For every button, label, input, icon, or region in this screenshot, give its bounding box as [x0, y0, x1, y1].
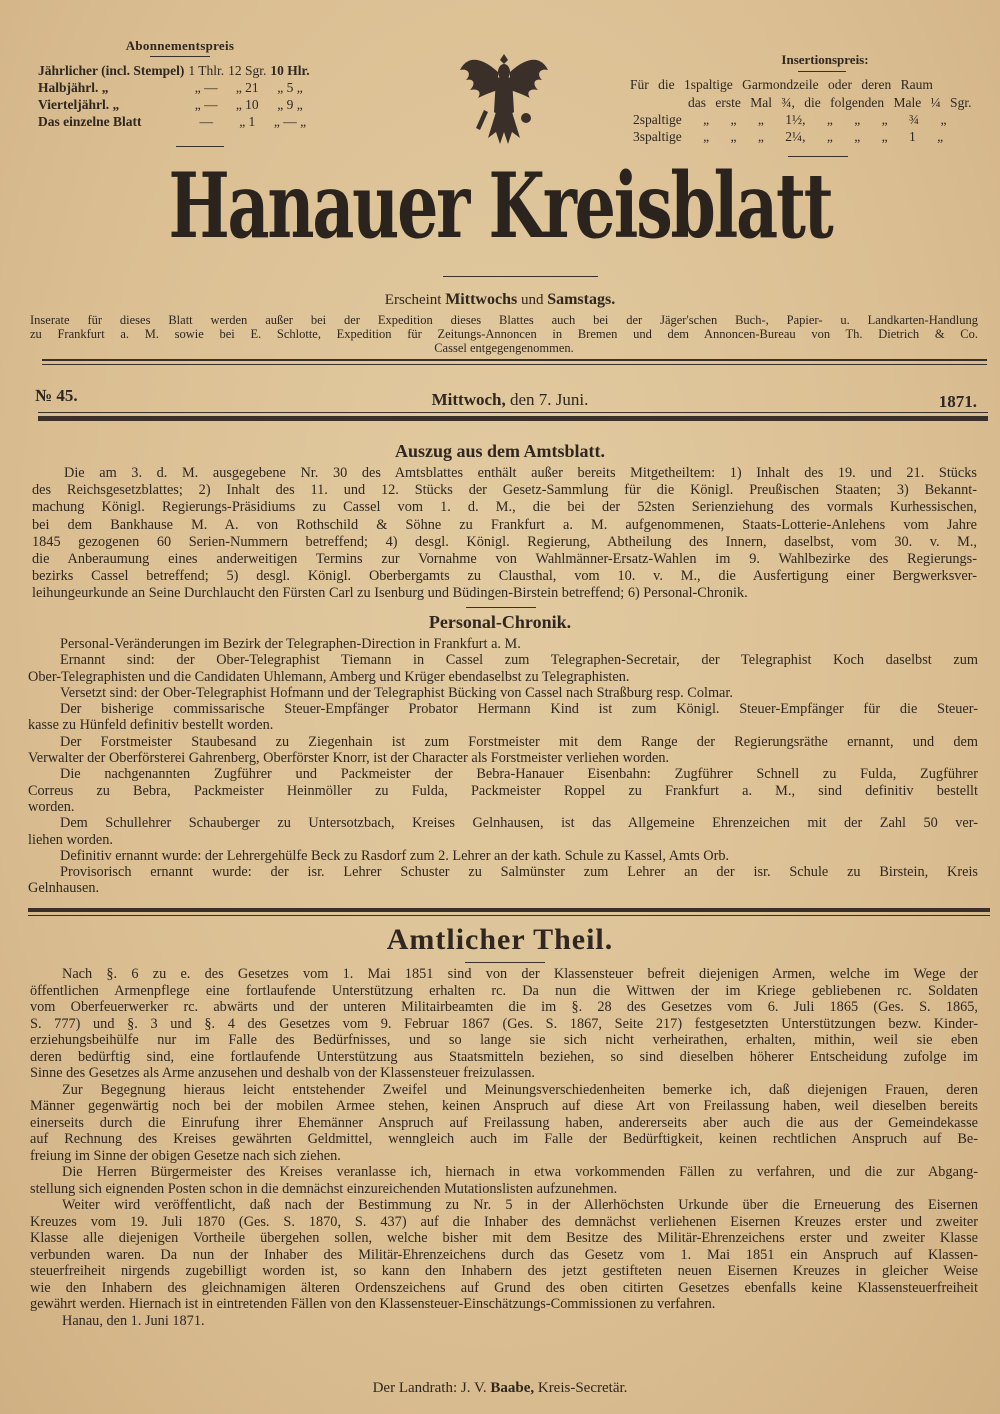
- text-line: Ober-Telegraphisten und die Candidaten Uhlemann, Amberg und Krüger ebendaselbst zu Telegraphisten.: [28, 668, 630, 685]
- text-line: 1845 gezogenen 60 Serien-Nummern betreffend; 4) desgl. Königl. Regierung, Abtheilung des Innern, daselbst, vom 30. v. M.,: [32, 533, 977, 550]
- notice-line: zu Frankfurt a. M. sowie bei E. Schlotte, Expedition für Zeitungs-Annoncen in Bremen und dem Annoncen-Bureau von Th. Dietrich & Co.: [30, 327, 978, 341]
- schedule-day: Mittwochs: [445, 291, 518, 308]
- price-cell: „ 5 „: [277, 79, 303, 95]
- price-cell: „ —: [194, 96, 218, 112]
- text-line: Zur Begegnung hieraus leicht entstehender Zweifel und Meinungsverschiedenheiten bemerke ich, daß diejenigen Frauen, deren: [62, 1081, 978, 1098]
- text-line: Correus zu Bebra, Packmeister Heinmöller zu Fulda, Packmeister Roppel zu Frankfurt a. M., sind definitiv bestellt: [28, 782, 978, 799]
- signature-role: Kreis-Secretär.: [537, 1380, 628, 1396]
- text-line: Personal-Veränderungen im Bezirk der Telegraphen-Direction in Frankfurt a. M.: [60, 636, 521, 652]
- text-line: Nach §. 6 zu e. des Gesetzes vom 1. Mai 1851 sind von der Klassensteuer befreit diejenigen Armen, welche im Wege der: [62, 966, 978, 982]
- ornament-divider: [798, 71, 846, 74]
- price-cell: „ 9 „: [277, 96, 303, 112]
- text-line: worden.: [28, 798, 75, 815]
- text-line: stellung sich eignenden Posten schon in die demnächst einzureichenden Mutationslisten aufzunehmen.: [30, 1180, 618, 1197]
- text-line: Männer gegenwärtig noch bei der mobilen Armee stehen, keinen Anspruch auf diese Art von Freilassung haben, weil dieselben bereits: [30, 1098, 978, 1114]
- schedule-text: Erscheint: [384, 292, 442, 308]
- issue-date: [335, 390, 685, 410]
- thick-rule: [38, 416, 988, 421]
- text-line: wie den Inhabern des gleichnamigen älteren Ordenszeichens auf Grund des oben citirten Gesetzes ebenfalls keine Klassensteuerfreiheit: [30, 1279, 978, 1296]
- price-cell: „ 1: [239, 113, 256, 129]
- price-label: Vierteljährl. „: [38, 96, 120, 112]
- price-cell: „ —: [194, 79, 218, 95]
- text-line: Ernannt sind: der Ober-Telegraphist Tiemann in Cassel zum Telegraphen-Secretair, der Telegraphist Koch daselbst zum: [60, 652, 978, 669]
- text-line: Klasse alle diejenigen Vortheile übergehen sollen, welche bisher mit dem Besitze des Militär-Ehrenzeichens erster und zweiter Klasse: [30, 1230, 978, 1246]
- rule: [28, 915, 990, 916]
- text-line: erziehungsbeihülfe nur im Falle des Bedürfnisses, und so lange sie sich nicht verheirathen, erhalten, mithin, weil sie eben: [30, 1032, 978, 1048]
- section-title-amtlicher-theil: Amtlicher Theil.: [386, 923, 614, 956]
- text-line: Gelnhausen.: [28, 880, 100, 897]
- signature-line: [0, 1380, 1000, 1397]
- text-line: kasse zu Hünfeld definitiv bestellt worden.: [28, 717, 274, 734]
- divider: [465, 962, 545, 965]
- text-line: öffentlichen Armenpflege eine fortlaufende Unterstützung erhalten rc. Da nun die Wittwen der im Kriege gebliebenen rc. Soldaten: [30, 982, 978, 999]
- price-cell: 10 Hlr.: [270, 62, 310, 78]
- price-cell: 1 Thlr.: [188, 62, 225, 78]
- price-cell: —: [199, 113, 213, 129]
- text-line: Weiter wird veröffentlicht, daß nach der Bestimmung zu Nr. 5 in der Allerhöchsten Urkunde über die Erneuerung des Eisernen: [62, 1197, 978, 1213]
- signature-title: Der Landrath:: [372, 1380, 458, 1396]
- insertion-price-line: 2spaltige „ „ „ 1½, „ „ „ ¾ „: [633, 112, 947, 127]
- auszug-text: [32, 465, 977, 603]
- personal-chronik-text: [28, 636, 978, 897]
- issue-weekday: Mittwoch,: [431, 390, 506, 409]
- newspaper-title: Hanauer Kreisblatt: [168, 153, 832, 259]
- ornament-divider: [176, 146, 224, 149]
- text-line: liehen worden.: [28, 831, 113, 848]
- text-line: Der bisherige commissarische Steuer-Empfänger Probator Hermann Kind ist zum Königl. Steuer-Empfänger für die Steuer-: [60, 701, 978, 718]
- price-label: Das einzelne Blatt: [38, 113, 142, 129]
- text-line: Versetzt sind: der Ober-Telegraphist Hofmann und der Telegraphist Bücking von Cassel nach Straßburg resp. Colmar.: [60, 684, 733, 701]
- insertion-price-line: das erste Mal ¾, die folgenden Male ¼ Sgr.: [688, 95, 972, 110]
- price-cell: „ 21: [235, 79, 259, 95]
- insertion-price-line: Für die 1spaltige Garmondzeile oder deren Raum: [630, 77, 933, 92]
- section-title-personal-chronik: Personal-Chronik.: [428, 612, 572, 632]
- text-line: verbunden waren. Da nun der Inhaber des Militär-Ehrenzeichens durch das Gesetz vom 1. Mai 1851 ein Anspruch auf Klassen-: [30, 1246, 978, 1263]
- text-line: S. 777) und §. 3 und §. 4 des Gesetzes vom 9. Februar 1867 (Ges. S. 1867, Seite 217) festgesetzten Unterstützungen bezw. Kinder-: [30, 1015, 978, 1032]
- text-line: Hanau, den 1. Juni 1871.: [62, 1312, 205, 1329]
- issue-line: [35, 386, 985, 411]
- text-line: die Anberaumung eines anderweitigen Termins zur Vornahme von Wahlmänner-Ersatz-Wahlen im 9. Wahlbezirke des Regierungs-: [32, 551, 977, 568]
- double-rule: [42, 364, 987, 365]
- subscription-price-heading: Abonnementspreis: [125, 38, 235, 53]
- price-cell: „ — „: [273, 113, 307, 129]
- text-line: deren bedürftig sind, eine fortlaufende Unterstützung aus Staatsmitteln beziehen, so sind dieselben höherer Entscheidung zufolge im: [30, 1048, 978, 1065]
- insertion-price-line: 3spaltige „ „ „ 2¼, „ „ „ 1 „: [633, 129, 944, 144]
- text-line: machung Königl. Regierungs-Präsidiums zu Cassel vom 1. d. M., die bei der 52sten Serienziehung des vormals Kurhessischen,: [32, 499, 977, 516]
- text-line: auf Rechnung des Kreises gewährten Geldmittel, wenngleich auch im Falle der Bedürftigkeit, keinen rechtlichen Anspruch auf Be-: [30, 1131, 978, 1147]
- text-line: einerseits durch die Einrufung ihrer Ehemänner Anspruch auf Freilassung haben, andererseits aber auch die aus der Gemeindekasse: [30, 1114, 978, 1131]
- signature-initials: J. V.: [460, 1380, 487, 1396]
- text-line: Verwalter der Oberförsterei Gahrenberg, Oberförster Knorr, ist der Character als Forstmeister verliehen worden.: [28, 750, 670, 767]
- section-title-auszug: Auszug aus dem Amtsblatt.: [394, 441, 606, 461]
- price-row: [38, 96, 314, 113]
- thick-rule: [28, 908, 990, 912]
- price-row: [38, 62, 314, 79]
- issue-number: № 45.: [35, 386, 78, 405]
- price-cell: „ 10: [235, 96, 259, 112]
- text-line: Die Herren Bürgermeister des Kreises veranlasse ich, hiernach in etwa vorkommenden Fällen zu verfahren, und die zur Abgang-: [62, 1164, 978, 1180]
- text-line: Provisorisch ernannt wurde: der isr. Lehrer Schuster zu Salmünster zum Lehrer an der isr. Schule zu Birstein, Kreis: [60, 864, 978, 881]
- ornament-divider: [150, 56, 210, 59]
- publication-schedule: [0, 291, 1000, 309]
- price-label: Jährlicher (incl. Stempel): [38, 62, 185, 78]
- advertising-notice: [30, 313, 978, 355]
- schedule-text: und: [520, 292, 544, 308]
- signature-name: Baabe,: [490, 1380, 535, 1396]
- text-line: Sinne des Gesetzes als Arme anzusehen und deshalb von der Klassensteuer freizulassen.: [30, 1065, 535, 1081]
- text-line: bezirks Cassel betreffend; 5) desgl. Königl. Oberbergamts zu Clausthal, vom 10. v. M., die Ausfertigung einer Bergwerksver-: [32, 568, 977, 585]
- text-line: Die nachgenannten Zugführer und Packmeister der Bebra-Hanauer Eisenbahn: Zugführer Schnell zu Fulda, Zugführer: [60, 766, 978, 783]
- price-cell: 12 Sgr.: [228, 62, 267, 78]
- issue-day: den 7. Juni.: [509, 390, 589, 409]
- divider: [466, 607, 536, 610]
- divider: [443, 276, 598, 279]
- price-label: Halbjährl. „: [38, 79, 109, 95]
- issue-year: 1871.: [938, 392, 977, 411]
- text-line: freiung im Sinne der obigen Gesetze nach sich ziehen.: [30, 1147, 341, 1164]
- insertion-price-heading: Insertionspreis:: [781, 52, 869, 67]
- text-line: Definitiv ernannt wurde: der Lehrergehülfe Beck zu Rasdorf zum 2. Lehrer an der kath. Schule zu Kassel, Amts Orb.: [60, 847, 730, 864]
- text-line: gewährt werden. Hiernach ist in eintretenden Fällen von den Klassensteuer-Einschätzungs-Commissionen zu verfahren.: [30, 1296, 716, 1312]
- text-line: Der Forstmeister Staubesand zu Ziegenhain ist zum Forstmeister mit dem Range der Regierungsräthe ernannt, und dem: [60, 733, 978, 750]
- text-line: vom Oberfeuerwerker rc. abwärts und der unteren Militairbeamten die im §. 28 des Gesetzes vom 6. Juli 1865 (Ges. S. 1865,: [30, 999, 978, 1015]
- text-line: Kreuzes vom 19. Juli 1870 (Ges. S. 1870, S. 437) auf die Inhaber des demnächst verliehenen Eisernen Kreuzes erster und zweiter: [30, 1213, 978, 1230]
- subscription-price-table: [38, 62, 314, 130]
- text-line: des Reichsgesetzblattes; 2) Inhalt des 11. und 12. Stücks der Gesetz-Sammlung für die Königl. Preußischen Staaten; 3) Bekannt-: [32, 482, 977, 499]
- notice-line: Cassel entgegengenommen.: [434, 341, 574, 355]
- double-rule: [42, 359, 987, 361]
- rule: [38, 412, 988, 413]
- text-line: Dem Schullehrer Schauberger zu Untersotzbach, Kreises Gelnhausen, ist das Allgemeine Ehrenzeichen mit der Zahl 50 ver-: [60, 815, 978, 832]
- notice-line: Inserate für dieses Blatt werden außer bei der Expedition dieses Blattes auch bei der Jäger'schen Buch-, Papier- u. Landkarten-Handlung: [30, 313, 978, 327]
- text-line: Die am 3. d. M. ausgegebene Nr. 30 des Amtsblattes enthält außer bereits Mitgetheiltem: 1) Inhalt des 19. und 21. Stücks: [64, 465, 977, 481]
- text-line: leihungeurkunde an Seine Durchlaucht den Fürsten Carl zu Isenburg und Büdingen-Birstein betreffend; 6) Personal-Chronik.: [32, 585, 748, 602]
- price-row: [38, 113, 314, 130]
- text-line: steuerfreiheit nirgends zugebilligt worden ist, so kann den Inhabern des jetzt gestifteten neuen Eisernen Kreuzes in gleicher Weise: [30, 1263, 978, 1279]
- schedule-day: Samstags.: [547, 291, 616, 308]
- price-row: [38, 79, 314, 96]
- amtlicher-theil-text: [30, 966, 978, 1329]
- prussian-eagle-emblem-icon: [458, 46, 550, 150]
- text-line: bei dem Bankhause M. A. von Rothschild & Söhne zu Frankfurt a. M. aufgenommenen, Staats-Lotterie-Anlehens vom Jahre: [32, 516, 977, 533]
